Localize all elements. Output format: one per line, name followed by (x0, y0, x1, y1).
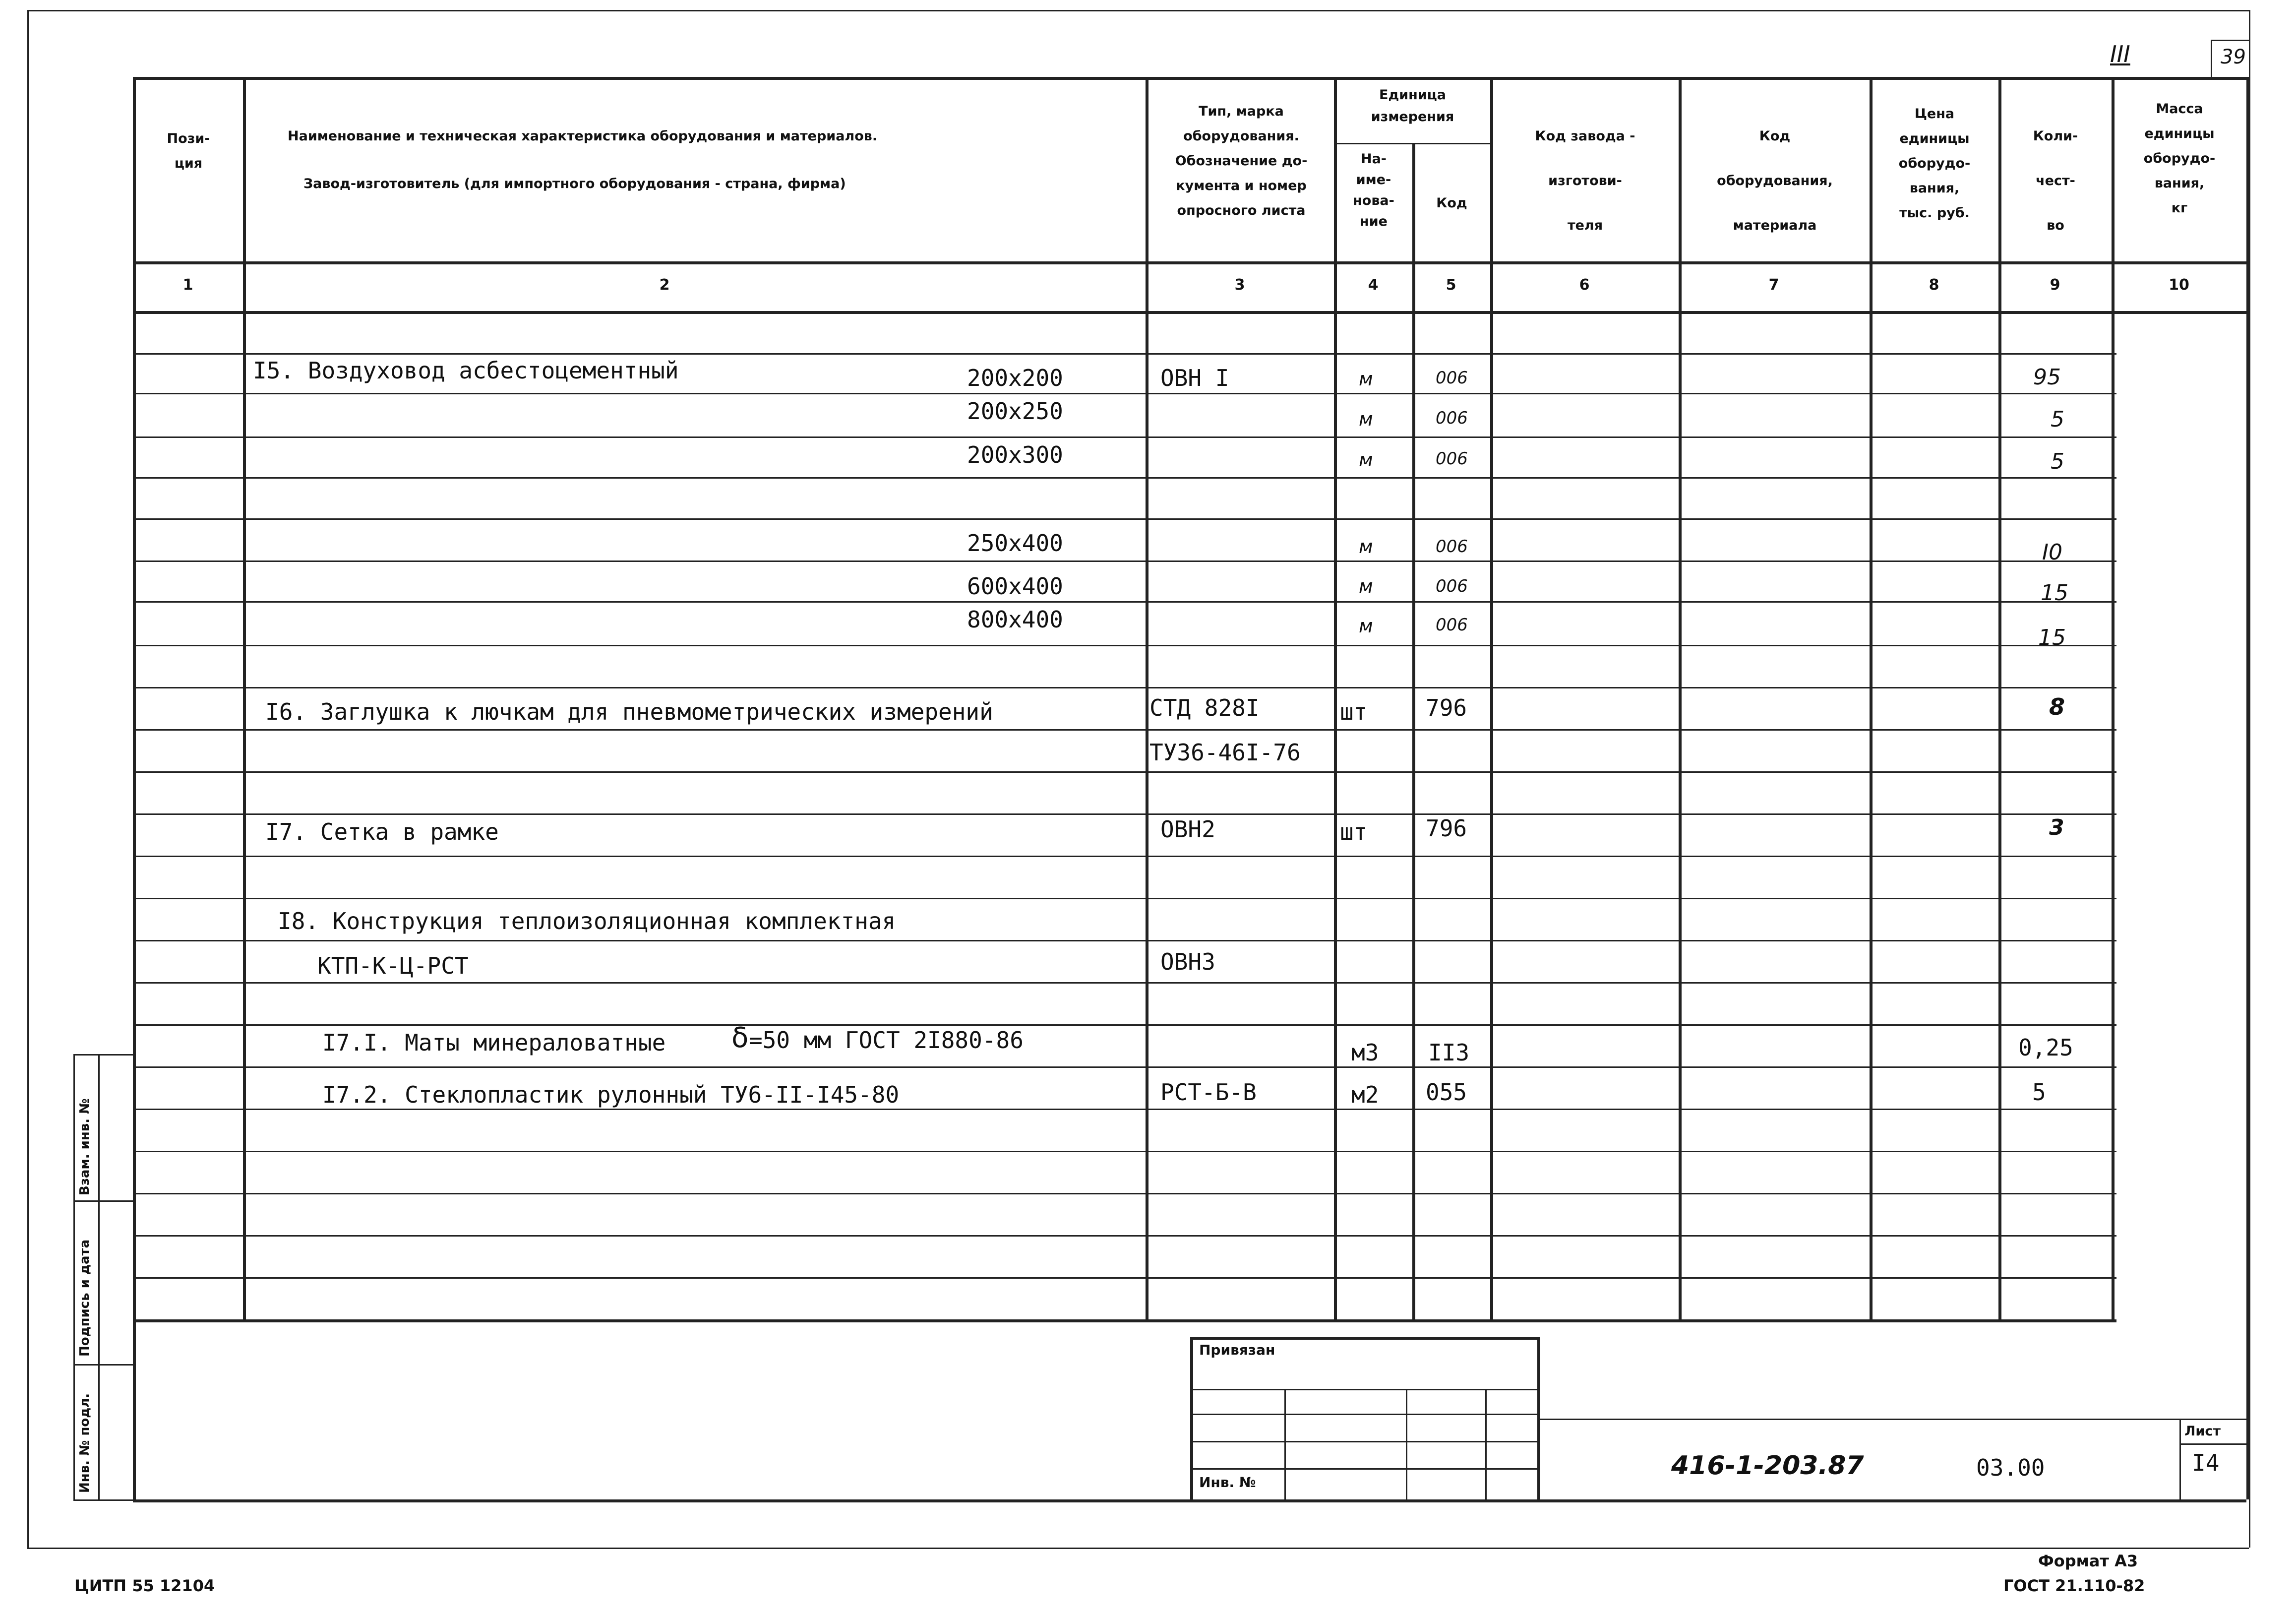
item-18-name-line2: КТП-К-Ц-РСТ (317, 952, 469, 979)
table-row-line (133, 898, 2116, 899)
document-section: 03.00 (1976, 1454, 2045, 1481)
col-line (2112, 77, 2115, 1319)
item-15-type: ОВН I (1160, 365, 1229, 391)
table-row-line (133, 1066, 2116, 1068)
table-row-line (133, 856, 2116, 857)
list-label: Лист (2184, 1424, 2221, 1439)
page-box-left (2211, 40, 2212, 77)
item-17-type: ОВН2 (1160, 816, 1215, 843)
column-number: 9 (2050, 276, 2060, 294)
item-15-code: 006 (1436, 615, 1468, 635)
col-line (1412, 143, 1415, 1319)
stamp-inv-no: Инв. № (1199, 1474, 1256, 1491)
col-line (243, 77, 246, 1319)
table-row-line (133, 353, 2116, 355)
item-15-qty: 5 (2051, 449, 2064, 474)
table-top (133, 77, 2246, 80)
col-line (1490, 77, 1493, 1319)
table-row-line (133, 601, 2116, 603)
table-row-line (133, 645, 2116, 646)
stamp-col (1485, 1389, 1487, 1499)
table-left (133, 77, 136, 1499)
colnum-bottom (133, 311, 2246, 314)
column-number: 2 (659, 276, 670, 294)
item-18-name: I8. Конструкция теплоизоляционная комплектная (278, 908, 896, 934)
item-15-unit: м (1359, 449, 1373, 471)
side-label-inv: Инв. № подл. (77, 1393, 92, 1493)
side-strip-bottom (73, 1499, 133, 1501)
header-type: Тип, марка оборудования. Обозначение до- кумента и номер опросного листа (1175, 104, 1308, 218)
item-17-code: 796 (1426, 815, 1467, 842)
column-number: 4 (1368, 276, 1379, 294)
item-17-unit: шт (1340, 818, 1368, 845)
item-18-type: ОВН3 (1160, 948, 1215, 975)
header-bottom (133, 261, 2246, 264)
item-17-qty: 3 (2049, 815, 2064, 840)
frame-left (27, 10, 29, 1548)
col-line (1146, 77, 1148, 1319)
item-15-qty: I0 (2042, 540, 2062, 565)
sheet-number-mark: 39 (2221, 46, 2246, 68)
item-15-unit: м (1359, 575, 1373, 597)
table-row-line (133, 771, 2116, 773)
frame-top (27, 10, 2249, 11)
footer-format: Формат А3 (2038, 1552, 2138, 1570)
table-row-line (133, 1193, 2116, 1194)
list-number: I4 (2192, 1449, 2220, 1476)
item-15-size: 200х250 (967, 398, 1063, 425)
side-strip-sep (73, 1364, 133, 1366)
table-row-line (133, 1024, 2116, 1026)
column-number: 5 (1446, 276, 1456, 294)
item-15-size: 200х300 (967, 441, 1063, 468)
item-15-code: 006 (1436, 576, 1468, 596)
side-strip-left (73, 1054, 75, 1499)
header-manufacturer: Завод-изготовитель (для импортного оборудования - страна, фирма) (303, 176, 846, 191)
item-16-spec: ТУ36-46I-76 (1149, 739, 1301, 766)
header-mass: Масса единицы оборудо- вания, кг (2143, 101, 2216, 216)
item-18-1-name: I7.I. Маты минераловатные (322, 1029, 666, 1056)
column-number: 1 (182, 276, 193, 294)
item-15-size: 800х400 (967, 606, 1063, 633)
item-16-code: 796 (1426, 694, 1467, 721)
col-line (1334, 77, 1337, 1319)
header-position: Пози- ция (167, 131, 210, 171)
table-row-line (133, 982, 2116, 984)
title-block-line (1537, 1419, 2246, 1420)
item-15-code: 006 (1436, 449, 1468, 469)
item-18-1-qty: 0,25 (2018, 1034, 2073, 1061)
item-18-2-code: 055 (1426, 1079, 1467, 1106)
roman-page-mark: III (2110, 41, 2130, 67)
table-row-line (133, 518, 2116, 520)
item-15-size: 250х400 (967, 530, 1063, 557)
table-row-line (133, 729, 2116, 731)
table-row-line (133, 477, 2116, 479)
stamp-col (1284, 1389, 1286, 1499)
stamp-right (1537, 1337, 1540, 1499)
item-18-1-spec: =50 мм ГОСТ 2I880-86 (749, 1027, 1024, 1054)
side-strip-sep (73, 1200, 133, 1202)
item-18-2-name: I7.2. Стеклопластик рулонный ТУ6-II-I45-80 (322, 1081, 900, 1108)
table-row-line (133, 560, 2116, 562)
item-15-qty: 95 (2033, 365, 2061, 390)
table-row-line (133, 1235, 2116, 1237)
stamp-top (1190, 1337, 1537, 1340)
item-16-type: СТД 828I (1149, 694, 1260, 721)
footer-left: ЦИТП 55 12104 (74, 1576, 215, 1595)
item-16-unit: шт (1340, 698, 1368, 725)
header-unit: Единица измерения (1371, 87, 1454, 124)
stamp-privyazan: Привязан (1199, 1342, 1275, 1358)
item-15-qty: 15 (2041, 580, 2068, 606)
frame-bottom (27, 1548, 2249, 1549)
item-15-qty: 15 (2038, 625, 2066, 650)
item-15-unit: м (1359, 536, 1373, 558)
item-15-qty: 5 (2051, 407, 2064, 432)
item-15-unit: м (1359, 615, 1373, 637)
side-label-vzam: Взам. инв. № (77, 1098, 92, 1195)
footer-gost: ГОСТ 21.110-82 (2003, 1576, 2145, 1595)
item-15-unit: м (1359, 368, 1373, 390)
header-unit-name: На- име- нова- ние (1353, 151, 1394, 229)
item-15-code: 006 (1436, 368, 1468, 388)
item-15-name: I5. Воздуховод асбестоцементный (253, 357, 679, 384)
col-line (1870, 77, 1873, 1319)
item-18-1-delta: δ (731, 1022, 749, 1054)
table-row-line (133, 1151, 2116, 1152)
table-body-end (133, 1319, 2116, 1322)
table-row-line (133, 436, 2116, 438)
side-strip-top (73, 1054, 133, 1056)
title-block-list-col (2179, 1419, 2181, 1499)
header-factory-code: Код завода - изготови- теля (1535, 128, 1635, 233)
stamp-left (1190, 1337, 1193, 1499)
col-line (1998, 77, 2001, 1319)
table-row-line (133, 687, 2116, 688)
document-code: 416-1-203.87 (1671, 1451, 1864, 1481)
table-bottom (133, 1499, 2246, 1502)
item-16-qty: 8 (2049, 693, 2065, 720)
item-15-size: 200х200 (967, 365, 1063, 391)
item-15-code: 006 (1436, 408, 1468, 428)
header-name: Наименование и техническая характеристика оборудования и материалов. (288, 128, 878, 144)
column-number: 10 (2169, 276, 2189, 294)
table-row-line (133, 1109, 2116, 1110)
item-15-unit: м (1359, 408, 1373, 430)
column-number: 3 (1234, 276, 1245, 294)
item-15-code: 006 (1436, 537, 1468, 557)
column-number: 7 (1768, 276, 1779, 294)
header-equipment-code: Код оборудования, материала (1717, 128, 1833, 233)
table-row-line (133, 393, 2116, 394)
table-right (2246, 77, 2249, 1499)
column-number: 8 (1929, 276, 1939, 294)
side-strip-mid (98, 1054, 100, 1499)
header-quantity: Коли- чест- во (2033, 128, 2078, 233)
item-18-2-type: РСТ-Б-В (1160, 1079, 1257, 1106)
header-price: Цена единицы оборудо- вания, тыс. руб. (1898, 106, 1971, 221)
col-line (1679, 77, 1682, 1319)
side-label-podpis: Подпись и дата (77, 1239, 92, 1357)
table-row-line (133, 1277, 2116, 1279)
header-unit-code: Код (1436, 195, 1467, 211)
item-18-2-unit: м2 (1351, 1081, 1379, 1108)
page-box-top (2211, 40, 2249, 41)
table-row-line (133, 813, 2116, 815)
item-18-1-unit: м3 (1351, 1039, 1379, 1066)
item-17-name: I7. Сетка в рамке (265, 818, 499, 845)
table-row-line (133, 940, 2116, 941)
item-16-name: I6. Заглушка к лючкам для пневмометрических измерений (265, 698, 993, 725)
item-18-2-qty: 5 (2032, 1079, 2046, 1106)
item-18-1-code: II3 (1428, 1039, 1470, 1066)
item-15-size: 600х400 (967, 573, 1063, 600)
title-block-list-line (2179, 1443, 2246, 1445)
column-number: 6 (1579, 276, 1590, 294)
stamp-col (1406, 1389, 1407, 1499)
